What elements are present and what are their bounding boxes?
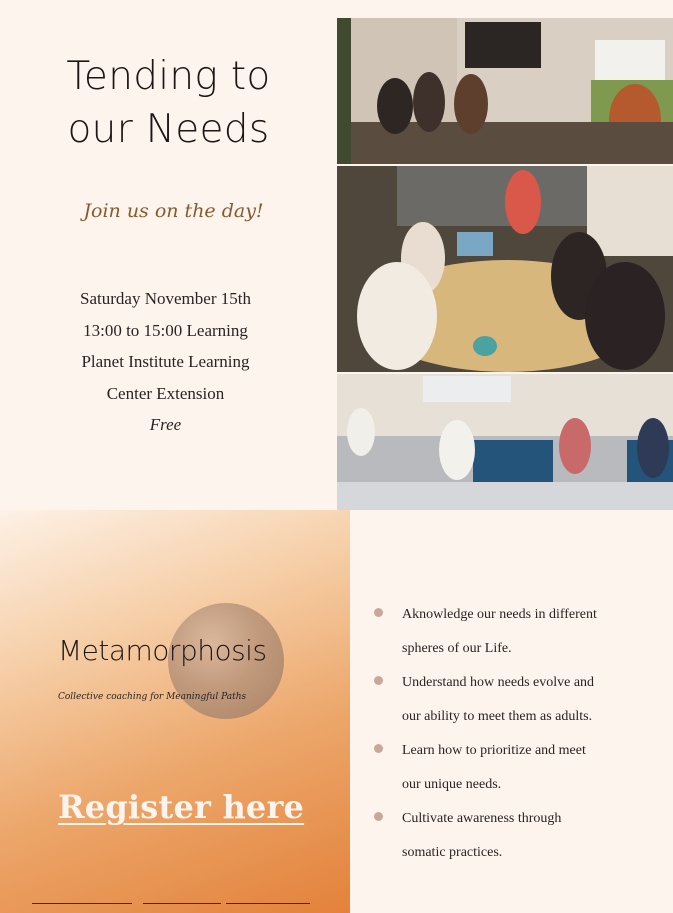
- benefit-line: Learn how to prioritize and meet: [402, 743, 586, 758]
- benefits-list: [374, 598, 664, 870]
- benefit-line: Aknowledge our needs in different: [402, 607, 597, 622]
- event-venue-line-2: Center Extension: [106, 383, 225, 403]
- bullet-dot-icon: [374, 744, 383, 753]
- brand-panel: [0, 510, 350, 913]
- event-details: [0, 283, 331, 441]
- event-title: [0, 50, 337, 156]
- event-title-line-1: Tending to: [66, 54, 271, 99]
- photo-collage: [337, 18, 673, 510]
- brand-subtitle: Collective coaching for Meaningful Paths: [58, 692, 247, 702]
- workshop-photo-table-group: [337, 166, 673, 372]
- register-link[interactable]: Register here: [58, 788, 305, 826]
- benefit-line: Understand how needs evolve and: [402, 675, 595, 690]
- workshop-photo-lounge-group: [337, 374, 673, 510]
- brand-name: Metamorphosis: [58, 634, 267, 667]
- benefit-line: our unique needs.: [402, 777, 502, 792]
- event-time: 13:00 to 15:00 Learning: [83, 320, 248, 340]
- list-item: [374, 598, 664, 666]
- event-venue-line-1: Planet Institute Learning: [81, 352, 250, 371]
- bullet-dot-icon: [374, 812, 383, 821]
- footer-divider-1: [32, 903, 132, 904]
- benefits-panel: [350, 510, 673, 913]
- event-date: Saturday November 15th: [80, 289, 251, 308]
- event-info-panel: [0, 0, 337, 510]
- list-item: [374, 734, 664, 802]
- benefit-line: spheres of our Life.: [402, 641, 512, 656]
- footer-divider-2: [143, 903, 221, 904]
- event-title-line-2: our Needs: [67, 107, 270, 152]
- list-item: [374, 802, 664, 870]
- list-item: [374, 666, 664, 734]
- benefit-line: somatic practices.: [402, 845, 503, 860]
- benefit-line: our ability to meet them as adults.: [402, 709, 593, 724]
- event-tagline: Join us on the day!: [83, 200, 264, 222]
- footer-divider-3: [226, 903, 310, 904]
- benefit-line: Cultivate awareness through: [402, 811, 562, 826]
- bullet-dot-icon: [374, 608, 383, 617]
- event-price: Free: [149, 415, 182, 434]
- workshop-photo-seated-group: [337, 18, 673, 164]
- bullet-dot-icon: [374, 676, 383, 685]
